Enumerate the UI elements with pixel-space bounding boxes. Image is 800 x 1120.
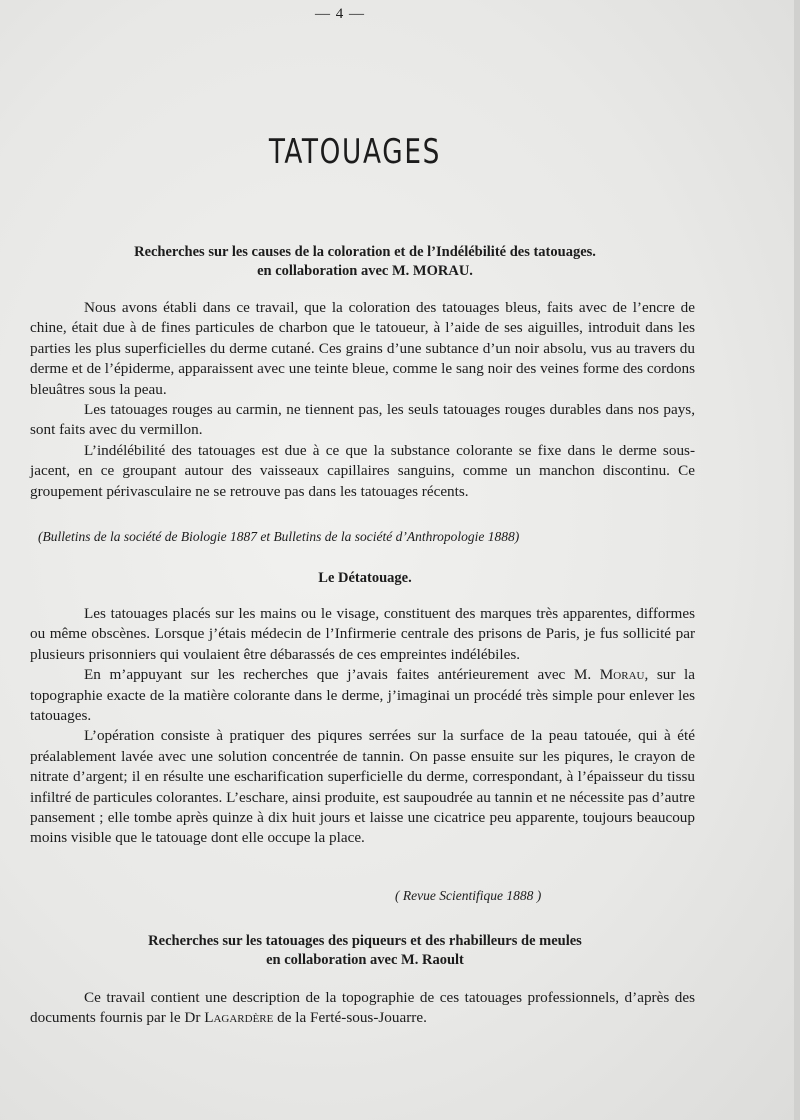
section2-paragraph-3: L’opération consiste à pratiquer des piqures serrées sur la surface de la peau tatouée, qui à été préalablement lavée avec une solution concentrée de tannin. On passe ensuite sur les piqures, le crayon de nitrate d’argent; il en résulte une escharification superficielle du derme, correspondant, à l’épaisseur du tissu infiltré de particules colorantes. L’eschare, ainsi produite, est saupoudrée au tannin et ne nécessite pas d’autre pansement ; elle tombe après quinze à dix huit jours et laisse une cicatrice peu apparente, toujours beaucoup moins visible que le tatouage dont elle occupe la place. [30,727,695,847]
page-title: TATOUAGES [268,132,442,172]
section3-body [30,988,695,1029]
section3-heading [40,932,690,970]
section3-heading-line1: Recherches sur les tatouages des piqueurs et des rhabilleurs de meules [148,933,582,949]
section3-paragraph-1-end: de la Ferté-sous-Jouarre. [273,1009,427,1027]
page-edge-shadow [794,0,800,1120]
section2-heading: Le Détatouage. [318,570,412,586]
section3-paragraph-1-start: Ce travail contient une description de la topographie de ces tatouages professionnels, d’après des documents fournis par le Dr [30,989,695,1027]
author-name-morau: Morau [599,666,645,684]
author-name-lagardere: Lagardère [204,1009,274,1027]
section2-citation: ( Revue Scientifique 1888 ) [395,888,542,903]
section3-heading-line2: en collaboration avec M. Raoult [266,952,464,968]
section2-paragraph-2-end: , sur la topographie exacte de la matière colorante dans le derme, j’imaginai un procédé très simple pour enlever les tatouages. [30,666,695,725]
section3-paragraph-1 [30,988,695,1029]
section2-paragraph-2-start: En m’appuyant sur les recherches que j’avais faites antérieurement avec M. [84,666,600,684]
section1-heading [40,243,690,281]
section1-citation: (Bulletins de la société de Biologie 1887 et Bulletins de la société d’Anthropologie 1888) [38,529,520,544]
section2-body [30,604,695,849]
section2-paragraph-1: Les tatouages placés sur les mains ou le visage, constituent des marques très apparentes, difformes ou même obscènes. Lorsque j’étais médecin de l’Infirmerie centrale des prisons de Paris, je fus sollicité par plusieurs prisonniers qui voulaient être débarassés de ces empreintes indélébiles. [30,605,695,663]
section1-paragraph-1: Nous avons établi dans ce travail, que la coloration des tatouages bleus, faits avec de l’encre de chine, était due à de fines particules de charbon que le tatoueur, à l’aide de ses aiguilles, introduit dans les parties les plus superficielles du derme cutané. Ces grains d’une subtance d’un noir absolu, vus au travers du derme et de l’épiderme, apparaissent avec une teinte bleue, comme le sang noir des veines forme des cordons bleuâtres sous la peau. [30,299,695,398]
section1-heading-line2: en collaboration avec M. MORAU. [257,263,473,279]
section1-body [30,298,695,502]
page-number: — 4 — [315,6,365,22]
section2-paragraph-2 [30,665,695,726]
section1-paragraph-3: L’indélébilité des tatouages est due à ce que la substance colorante se fixe dans le derme sous-jacent, en ce groupant autour des vaisseaux capillaires sanguins, comme un manchon discontinu. Ce groupement périvasculaire ne se retrouve pas dans les tatouages récents. [30,441,695,500]
section1-paragraph-2: Les tatouages rouges au carmin, ne tiennent pas, les seuls tatouages rouges durables dans nos pays, sont faits avec du vermillon. [30,401,695,439]
section1-heading-line1: Recherches sur les causes de la coloration et de l’Indélébilité des tatouages. [134,244,596,260]
